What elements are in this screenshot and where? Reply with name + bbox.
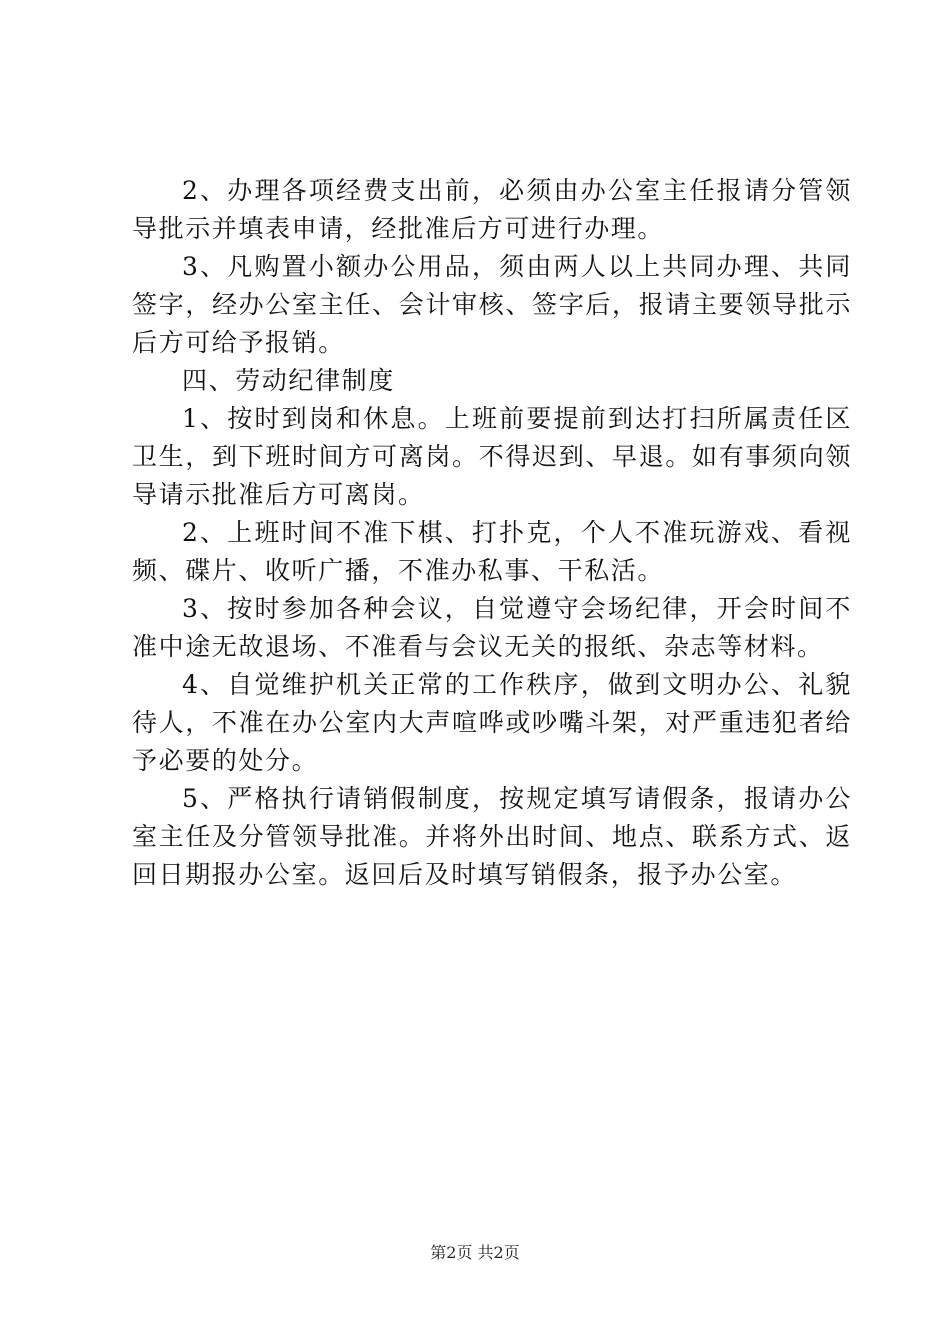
section-heading-labor-discipline: 四、劳动纪律制度 [182, 366, 395, 395]
paragraph-meetings: 3、按时参加各种会议，自觉遵守会场纪律，开会时间不准中途无故退场、不准看与会议无关的报纸、杂志等材料。 [132, 594, 852, 661]
paragraph-leave-policy: 5、严格执行请销假制度，按规定填写请假条，报请办公室主任及分管领导批准。并将外出时间、地点、联系方式、返回日期报办公室。返回后及时填写销假条，报予办公室。 [132, 784, 852, 889]
paragraph-work-order: 4、自觉维护机关正常的工作秩序，做到文明办公、礼貌待人，不准在办公室内大声喧哗或吵嘴斗架，对严重违犯者给予必要的处分。 [132, 670, 852, 775]
paragraph-work-hours-rules: 2、上班时间不准下棋、打扑克，个人不准玩游戏、看视频、碟片、收听广播，不准办私事、干私活。 [132, 518, 852, 585]
paragraph-office-supplies: 3、凡购置小额办公用品，须由两人以上共同办理、共同签字，经办公室主任、会计审核、签字后，报请主要领导批示后方可给予报销。 [132, 252, 852, 357]
paragraph-attendance: 1、按时到岗和休息。上班前要提前到达打扫所属责任区卫生，到下班时间方可离岗。不得迟到、早退。如有事须向领导请示批准后方可离岗。 [132, 404, 852, 509]
paragraph-expense-approval: 2、办理各项经费支出前，必须由办公室主任报请分管领导批示并填表申请，经批准后方可进行办理。 [132, 176, 852, 243]
page-number-footer: 第2页 共2页 [430, 1243, 520, 1262]
document-body [132, 172, 852, 894]
